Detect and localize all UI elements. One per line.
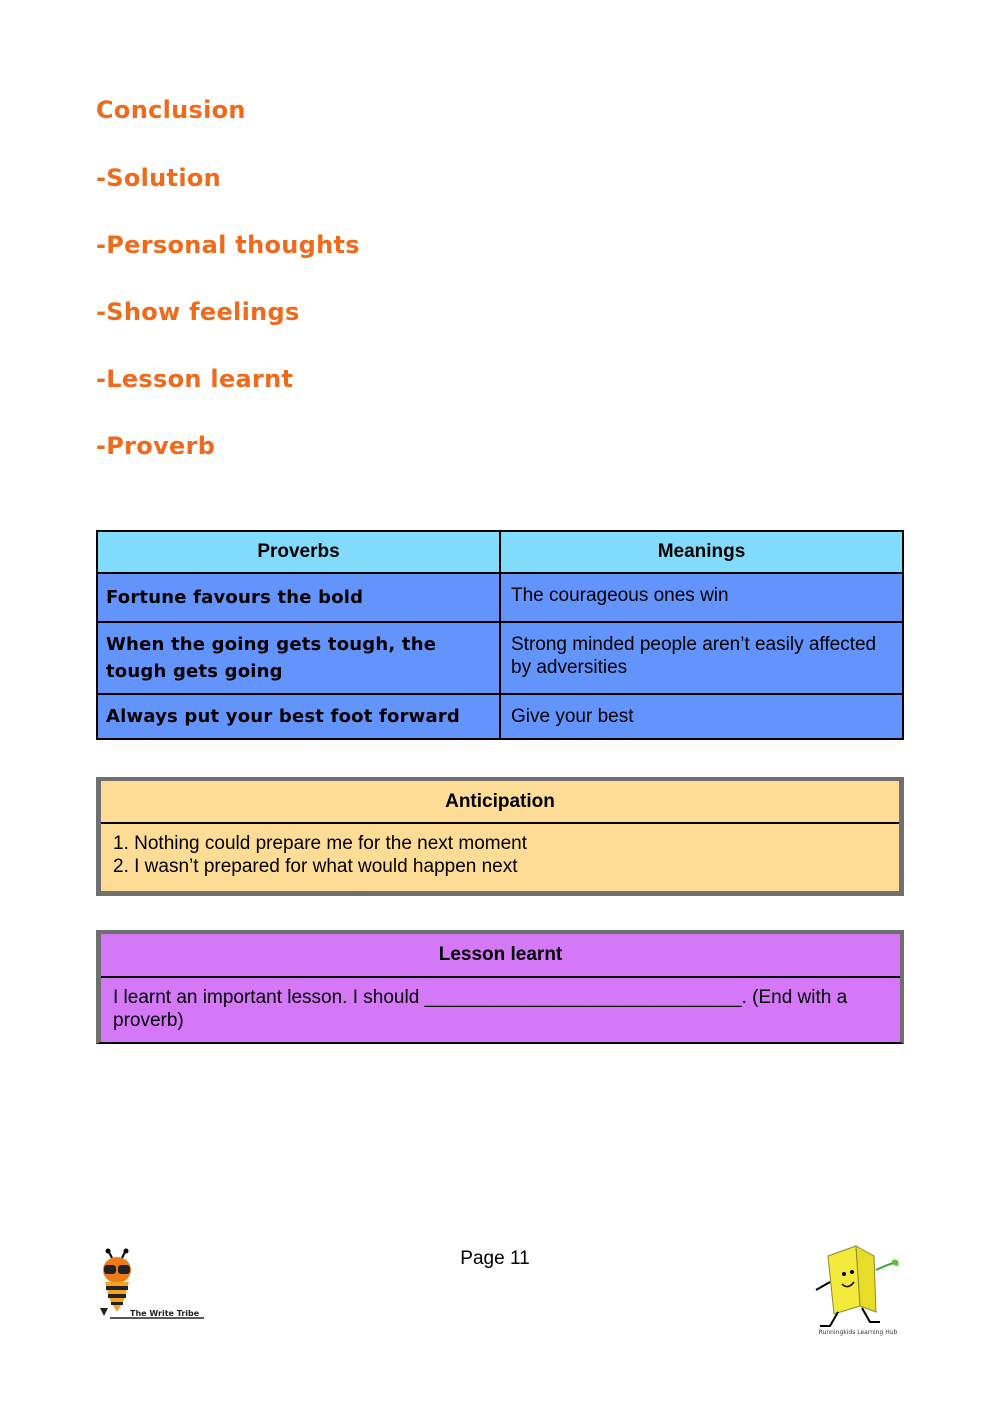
running-book-icon xyxy=(808,1242,908,1342)
logo-left-text: The Write Tribe xyxy=(130,1309,200,1318)
bee-icon xyxy=(96,1248,208,1328)
table-row xyxy=(97,573,903,622)
proverb-cell: Fortune favours the bold xyxy=(97,573,500,622)
heading-show-feelings: -Show feelings xyxy=(96,298,300,326)
meaning-cell: Strong minded people aren’t easily affected by adversities xyxy=(500,622,903,694)
lesson-box xyxy=(96,930,904,1044)
lesson-body: I learnt an important lesson. I should ______________________________. (End with a proverb) xyxy=(113,987,848,1031)
heading-lesson-learnt: -Lesson learnt xyxy=(96,365,294,393)
table-row xyxy=(97,622,903,694)
meaning-cell: The courageous ones win xyxy=(500,573,903,622)
write-tribe-logo xyxy=(96,1248,208,1328)
anticipation-box xyxy=(96,777,904,896)
lesson-title: Lesson learnt xyxy=(101,934,900,978)
runningkids-logo xyxy=(808,1242,908,1342)
anticipation-title: Anticipation xyxy=(101,781,899,824)
heading-solution: -Solution xyxy=(96,164,222,192)
anticipation-body xyxy=(101,824,899,886)
proverbs-table xyxy=(96,530,904,740)
table-row xyxy=(97,694,903,739)
heading-proverb: -Proverb xyxy=(96,432,216,460)
anticipation-line: 2. I wasn’t prepared for what would happen next xyxy=(113,856,518,877)
table-header-row xyxy=(97,531,903,573)
proverb-cell: When the going gets tough, the tough gets going xyxy=(97,622,500,694)
header-proverbs: Proverbs xyxy=(97,531,500,573)
proverb-cell: Always put your best foot forward xyxy=(97,694,500,739)
heading-personal-thoughts: -Personal thoughts xyxy=(96,231,360,259)
page-number: Page 11 xyxy=(460,1248,530,1269)
meaning-cell: Give your best xyxy=(500,694,903,739)
header-meanings: Meanings xyxy=(500,531,903,573)
anticipation-line: 1. Nothing could prepare me for the next moment xyxy=(113,833,528,854)
heading-conclusion: Conclusion xyxy=(96,96,246,124)
logo-right-text: Runningkids Learning Hub xyxy=(818,1329,898,1336)
